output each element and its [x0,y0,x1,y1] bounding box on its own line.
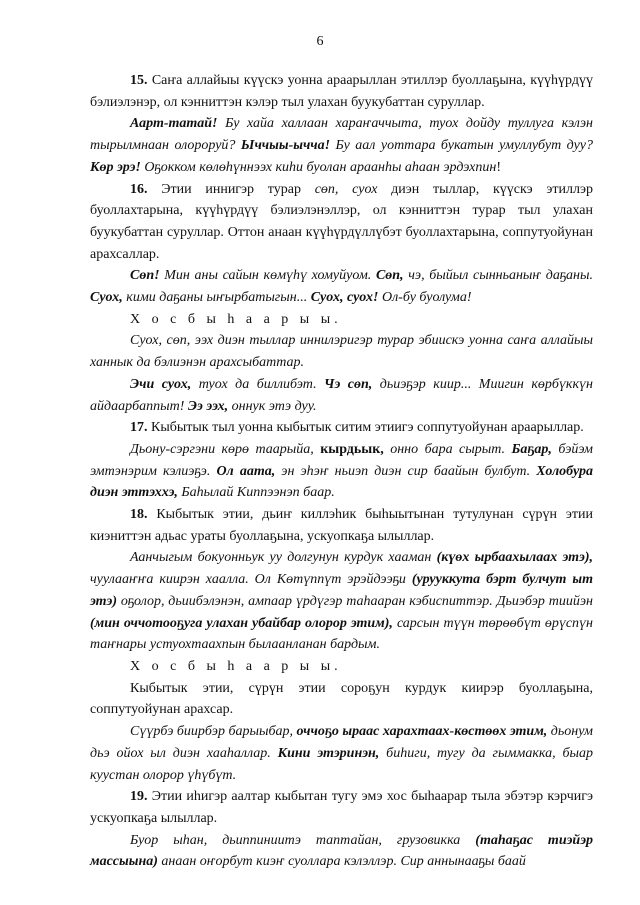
text-run: Көр эрэ! [90,159,141,175]
text-run: Суох, сөп, ээх диэн тыллар иннилэригэр турар эбиискэ уонна саҥа аллайыы ханнык да бэлиэнэн арахсыбаттар. [90,333,593,371]
text-run: (урууккута бэрт булчут ыт этэ) [90,572,593,609]
text-run: анаан оҥорбут киэҥ суоллара кэлэллэр. Сир аннынааҕы баай [157,854,526,870]
text-run: Бу хайа халлаан хараҥаччыта, туох дойду туллуга кэлэн тырылмнаан олороруй? [90,116,593,154]
note-heading: Х о с б ы һ а а р ы ы. [130,658,342,674]
text-run: сарсын түүн төрөөбүт өрүспүн таҥнары устуохтаахпын былаанланан бардым. [90,615,593,653]
text-run: (таһаҕас тиэйэр массыына) [90,832,594,870]
text-run: Дьону-сэргэни көрө таарыйа, [130,441,321,457]
paragraph [90,547,593,656]
text-run: биһиги, тугу да гыммакка, быар куустан олорор үһүбүт. [90,745,593,783]
text-run: Баһылай Киппээнэп баар. [177,485,335,501]
text-run: дьиэҕэр киир... Миигин көрбүккүн айдаарбаппыт! [90,376,593,414]
text-run: Бу аал уоттара букатын умуллубут дуу? [330,138,594,154]
paragraph [90,70,593,113]
paragraph [90,265,593,308]
text-run: Ол-бу буолума! [378,290,472,306]
paragraph [90,721,593,786]
text-run: 16. [130,181,148,197]
text-run: Этии иннигэр турар [147,181,315,197]
text-run: Сүүрбэ биирбэр барыыбар, [130,724,297,740]
text-run: оччоҕо ыраас харахтаах-көстөөх этим, [296,724,548,740]
text-run: диэн тыллар, күүскэ этиллэр буоллахтарына, күүһүрдүү бэлиэлэнэллэр, ол кэнниттэн турар тыл улахан буукубаттан суруллар. Оттон анаан күүһүрдүллүбэт буоллахтарына, соппутуойунан арахсаллар. [90,181,593,262]
text-run: кими даҕаны ыҥырбатыгын... [122,290,311,306]
paragraph [90,504,593,547]
text-run: Ол аата, [216,463,276,479]
text-run: Аарт-татай! [130,116,218,132]
text-run: чуулааҥҥа киирэн хаалла. Ол Көтүппүт эрэйдээҕи [90,572,412,588]
text-run: Ээ ээх, [187,398,229,414]
text-run: туох да биллибэт. [191,376,325,392]
text-run: 18. [130,507,148,523]
paragraph [90,374,593,417]
paragraph [90,786,593,829]
text-run: эн эһэҥ ньиэп диэн сир баайын булбут. [275,463,537,479]
text-run: кырдьык, [320,441,384,457]
paragraph [90,179,593,266]
text-run: Суох, суох! [310,290,379,306]
paragraph [90,330,593,373]
text-run: Сөп! [130,268,160,284]
text-run: Аанчыгым бокуонньук уу долгунун курдук хааман [130,550,437,566]
document-body [90,70,593,873]
paragraph [90,113,593,178]
text-run: 19. [130,789,148,805]
text-run: Холобура диэн эттэххэ, [90,463,593,501]
text-run: Кыбытык тыл уонна кыбытык ситим этиигэ соппутуойунан араарыллар. [147,420,584,436]
text-run: Буор ыһан, дьиппиниитэ таптайан, грузовикка [130,832,476,848]
paragraph [90,439,593,504]
text-run: оннук этэ дуу. [228,398,317,414]
text-run: чэ, быйыл сынньаныҥ даҕаны. [403,268,593,284]
page-number: 6 [316,34,324,49]
text-run: Ыччыы-ычча! [240,138,331,154]
note-heading: Х о с б ы һ а а р ы ы. [130,311,342,327]
text-run: оҕолор, дьиибэлэнэн, ампаар үрдүгэр таһааран кэбиспиттэр. Дьиэбэр тиийэн [117,593,593,609]
text-run: Суох, [90,290,123,306]
paragraph [90,678,593,721]
text-run: Мин аны сайын көмүһү хомуйуом. [159,268,376,284]
text-run: (мин оччотооҕуга улахан убайбар олорор этим), [90,615,393,631]
text-run: Кыбытык этии, сүрүн этии сороҕун курдук киирэр буоллаҕына, соппутуойунан арахсар. [90,680,593,718]
text-run: Эчи суох, [130,376,192,392]
text-run: онно бара сырыт. [383,441,512,457]
text-run: 17. [130,420,148,436]
text-run: дьонум дьэ ойох ыл диэн хааһаллар. [90,724,593,761]
text-run: Кыбытык этии, дьиҥ киллэһик быһыытынан тутулунан сүрүн этии киэниттэн адьас ураты буоллаҕына, ускуопкаҕа ылыллар. [90,507,593,544]
text-run: Этии иһигэр аалтар кыбытан тугу эмэ хос быһаарар тыла эбэтэр кэрчигэ ускуопкаҕа ылыллар. [90,789,593,826]
text-run: 15. [130,73,148,88]
text-run: Оҕокком көлөһүннээх киһи буолан араанһы аһаан эрдэхпин [140,159,497,175]
text-run: Кини этэринэн, [277,745,380,761]
paragraph [90,417,593,439]
text-run: ! [496,159,501,175]
text-run: Баҕар, [511,441,552,457]
paragraph [90,830,593,873]
text-run: (күөх ырбаахылаах этэ), [436,550,593,566]
text-run: бэйэм эмтэнэрим кэлиэҕэ. [90,441,593,479]
text-run: сөп, суох [314,181,378,197]
text-run: Чэ сөп, [324,376,373,392]
text-run: Сөп, [375,268,404,284]
text-run: Саҥа аллайыы күүскэ уонна араарыллан этиллэр буоллаҕына, күүһүрдүү бэлиэлэнэр, ол кэнниттэн кэлэр тыл улахан буукубаттан суруллар. [90,73,593,110]
